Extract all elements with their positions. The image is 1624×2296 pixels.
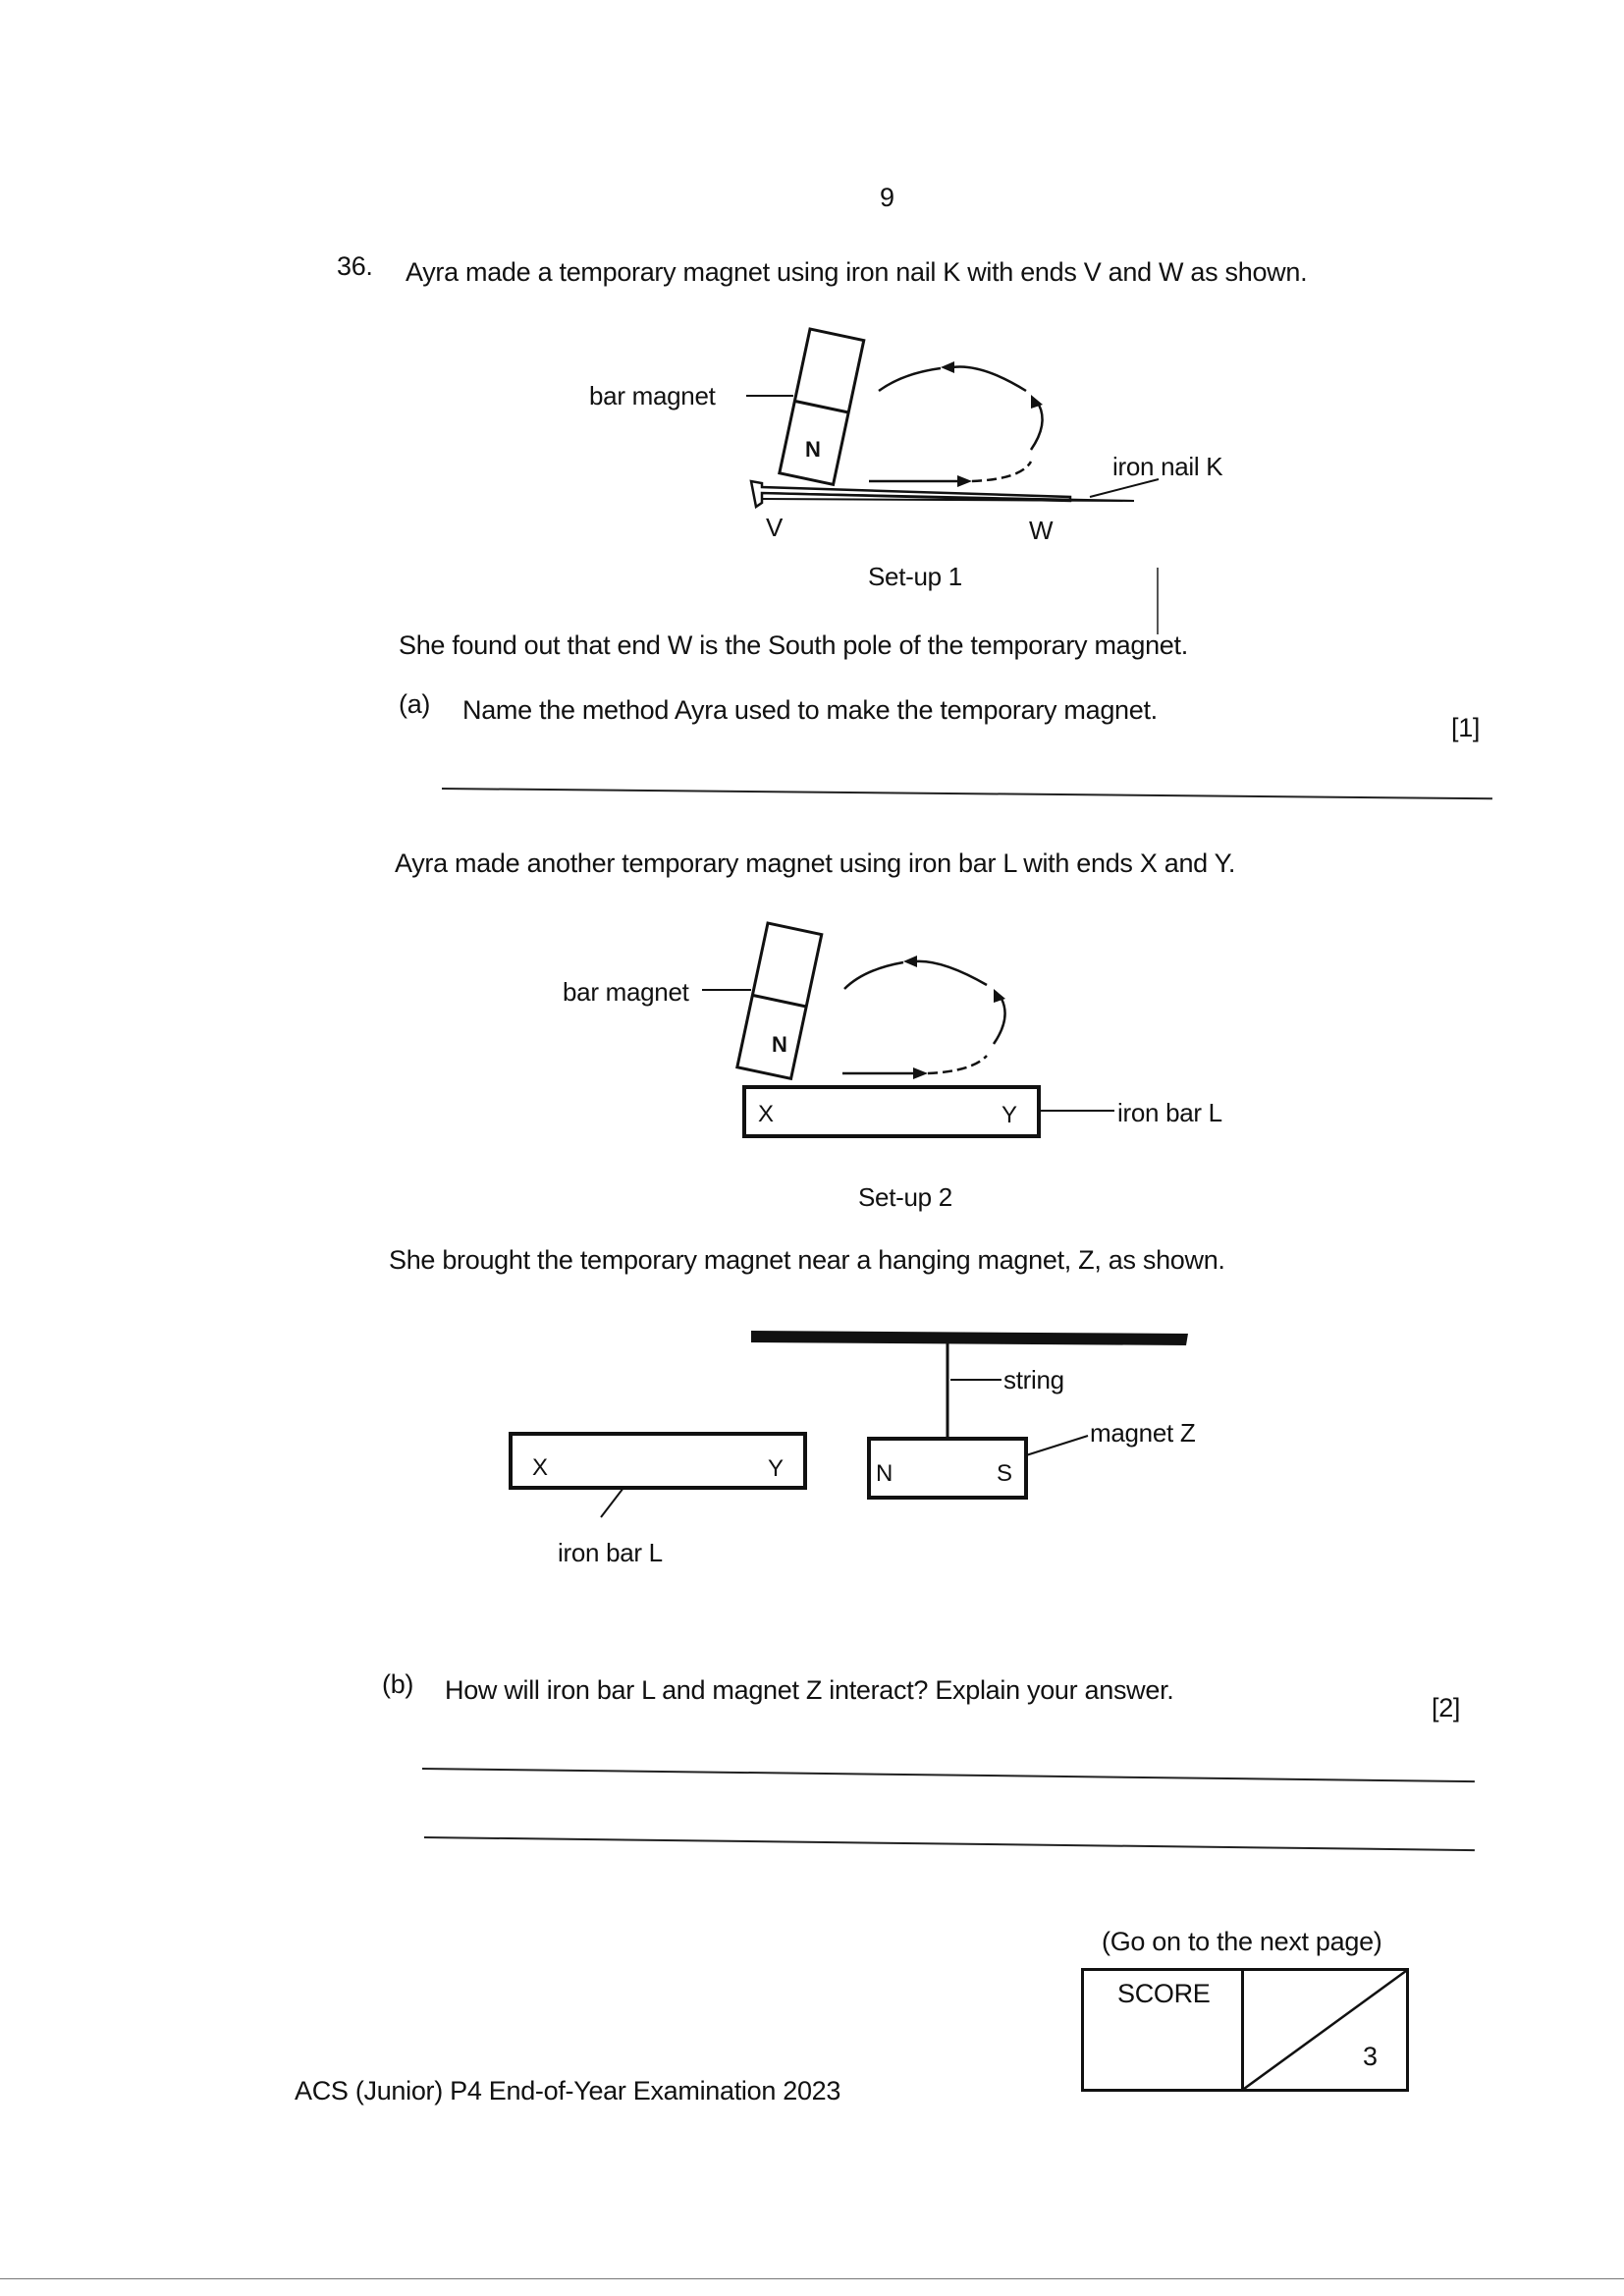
part-a-text: Name the method Ayra used to make the temporary magnet. xyxy=(462,695,1158,725)
setup2-caption: Set-up 2 xyxy=(858,1182,952,1212)
exam-title: ACS (Junior) P4 End-of-Year Examination 2023 xyxy=(295,2076,841,2105)
setup3-magnet-label: magnet Z xyxy=(1090,1418,1196,1448)
setup1-pole-label: N xyxy=(805,437,821,462)
setup2-bar-magnet-label: bar magnet xyxy=(563,977,689,1007)
setup2-end-y: Y xyxy=(1001,1102,1018,1128)
setup3-string-label: string xyxy=(1003,1365,1064,1394)
part-b-answer-line-1[interactable] xyxy=(422,1768,1475,1782)
intro2-text: Ayra made another temporary magnet using iron bar L with ends X and Y. xyxy=(395,848,1236,878)
setup2-bar-label: iron bar L xyxy=(1117,1098,1222,1127)
score-diagonal xyxy=(1244,1971,1406,2089)
score-label: SCORE xyxy=(1117,1979,1211,2008)
setup3-end-y: Y xyxy=(768,1455,785,1482)
setup1-bar-magnet-label: bar magnet xyxy=(589,381,716,410)
part-b-text: How will iron bar L and magnet Z interact? Explain your answer. xyxy=(445,1675,1174,1705)
part-b-answer-line-2[interactable] xyxy=(424,1836,1475,1851)
question-stem: Ayra made a temporary magnet using iron nail K with ends V and W as shown. xyxy=(406,257,1308,287)
setup2-end-x: X xyxy=(758,1101,775,1127)
magnet-z-pole-s: S xyxy=(997,1460,1013,1487)
setup1-bar-magnet xyxy=(780,329,864,484)
part-a-answer-line[interactable] xyxy=(442,788,1492,799)
setup1-end-w: W xyxy=(1029,516,1054,545)
part-b-label: (b) xyxy=(382,1669,414,1699)
setup2-iron-bar xyxy=(744,1087,1039,1136)
setup3-end-x: X xyxy=(532,1454,549,1481)
setup1-end-v: V xyxy=(766,513,784,542)
support-beam xyxy=(751,1331,1188,1345)
intro3-text: She brought the temporary magnet near a hanging magnet, Z, as shown. xyxy=(389,1245,1225,1275)
question-number: 36. xyxy=(337,251,373,281)
scan-edge xyxy=(0,2278,1624,2279)
part-a-marks: [1] xyxy=(1451,713,1481,742)
stray-mark xyxy=(1157,568,1159,634)
setup3-iron-bar xyxy=(511,1434,805,1488)
setup1-iron-nail xyxy=(751,481,1134,507)
score-box xyxy=(1081,1968,1409,2092)
finding-text: She found out that end W is the South pole of the temporary magnet. xyxy=(399,630,1188,660)
go-on-text: (Go on to the next page) xyxy=(1102,1927,1382,1956)
setup2-pole-label: N xyxy=(772,1032,787,1057)
part-b-marks: [2] xyxy=(1432,1693,1461,1722)
magnet-z-pole-n: N xyxy=(876,1460,893,1487)
setup1-caption: Set-up 1 xyxy=(868,562,962,591)
score-max: 3 xyxy=(1363,2042,1378,2071)
setup3-bar-label: iron bar L xyxy=(558,1538,663,1567)
page-number: 9 xyxy=(880,183,894,212)
part-a-label: (a) xyxy=(399,689,431,719)
setup1-nail-label: iron nail K xyxy=(1112,452,1223,481)
